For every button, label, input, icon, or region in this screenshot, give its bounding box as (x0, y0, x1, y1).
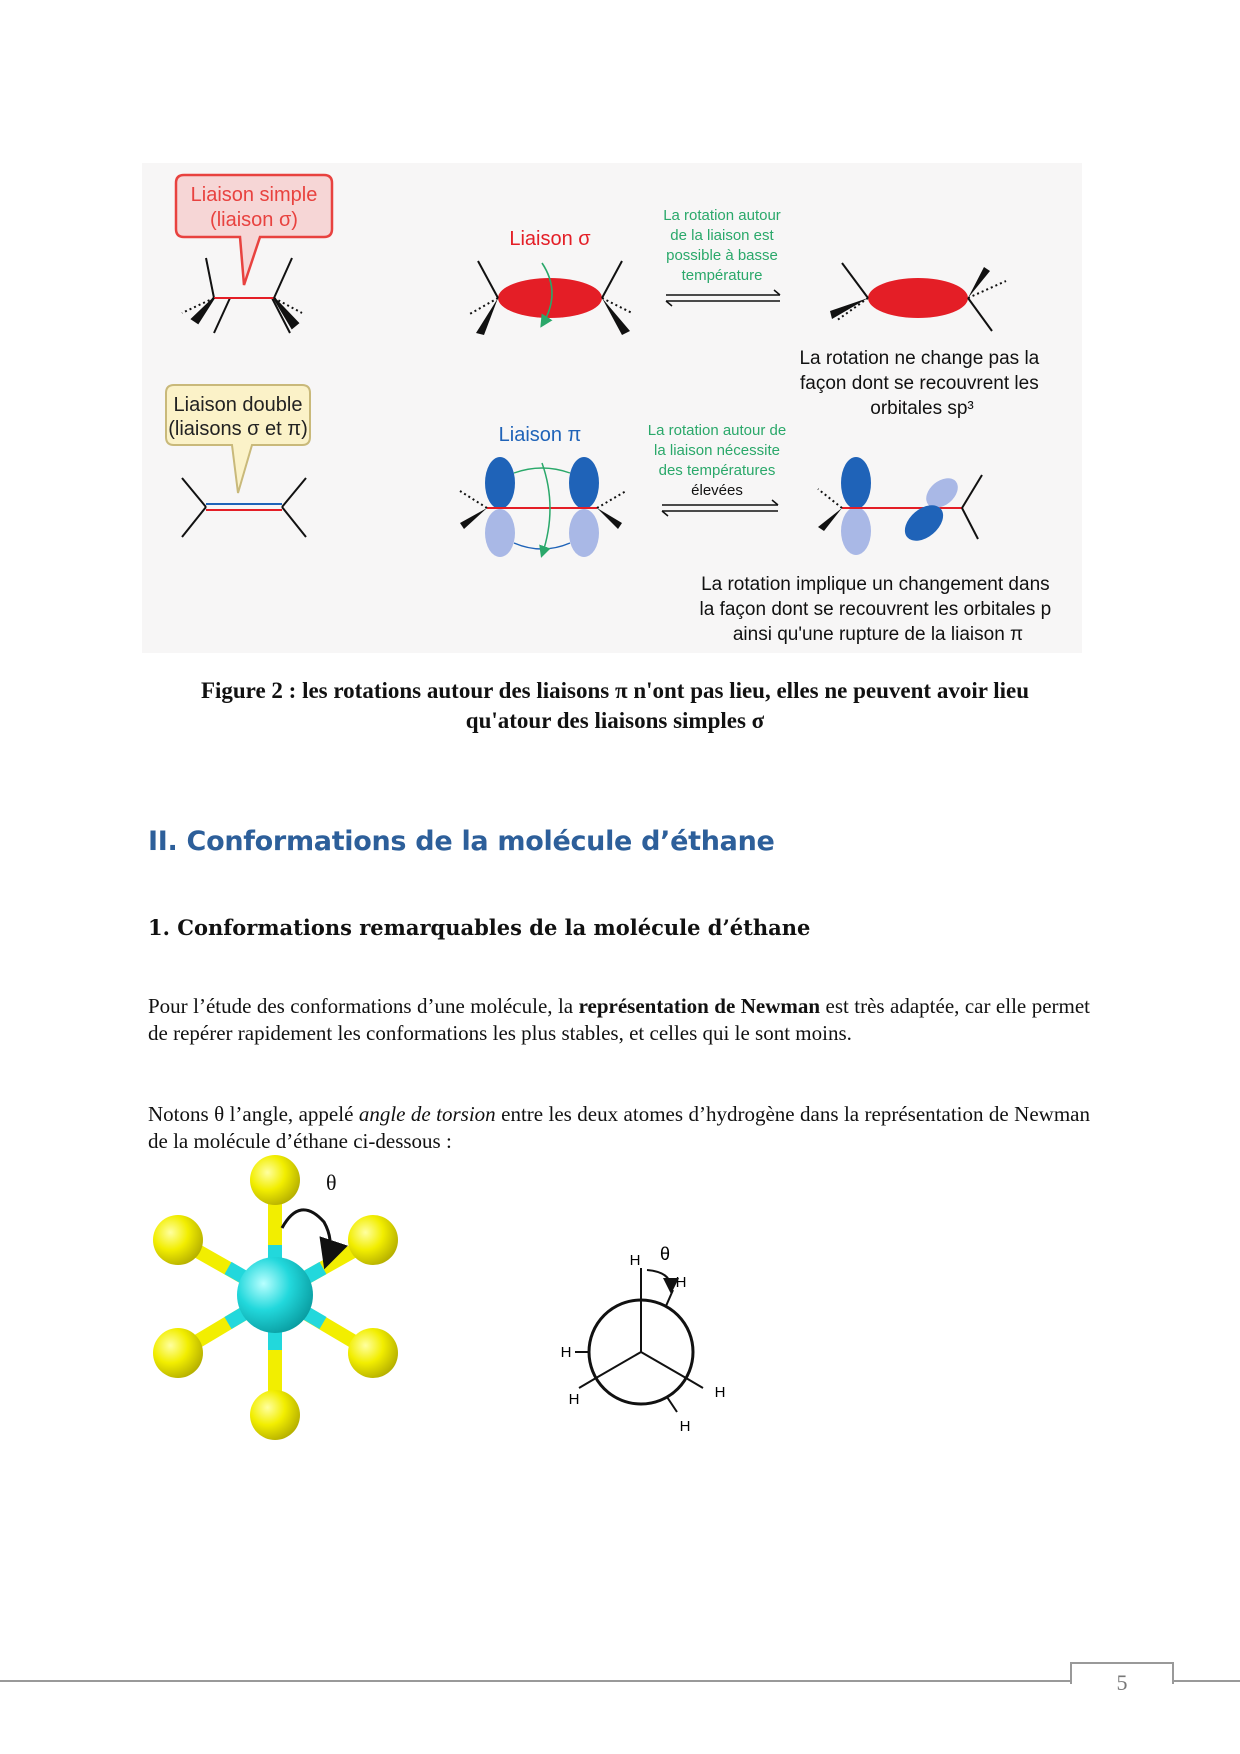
para2-before: Notons θ l’angle, appelé (148, 1102, 359, 1126)
para1-before: Pour l’étude des conformations d’une molécule, la (148, 994, 579, 1018)
double-bond-label-2: (liaisons σ et π) (168, 418, 308, 440)
sigma-result-line-1: La rotation ne change pas la (799, 348, 1040, 369)
hydrogen-atom-top (250, 1155, 300, 1205)
h-label-top: H (629, 1252, 641, 1269)
newman-projection (535, 1230, 755, 1450)
figure-caption (150, 676, 1080, 736)
sigma-label: Liaison σ (509, 228, 591, 250)
sigma-rot-line-3: possible à basse (666, 247, 778, 264)
sigma-rot-line-1: La rotation autour (663, 207, 781, 224)
hydrogen-atom-lower-right (348, 1328, 398, 1378)
single-bond-label-2: (liaison σ) (210, 209, 298, 231)
ethane-ball-model (148, 1150, 418, 1440)
h-label-right: H (714, 1384, 726, 1401)
para2-after: entre les deux atomes d’hydrogène dans la représentation de Newman de la molécule d’éthane ci-dessous : (148, 1102, 1090, 1153)
page-number: 5 (1116, 1670, 1128, 1695)
hydrogen-atom-bottom (250, 1390, 300, 1440)
pi-rot-line-4: élevées (691, 482, 743, 499)
h-label-left: H (560, 1344, 572, 1361)
page-number-box (1070, 1662, 1174, 1695)
single-bond-label-1: Liaison simple (190, 184, 318, 206)
h-label-lower-left: H (568, 1391, 580, 1408)
caption-line-1: Figure 2 : les rotations autour des liaisons π n'ont pas lieu, elles ne peuvent avoir lieu (200, 678, 1030, 703)
pi-result-line-3: ainsi qu'une rupture de la liaison π (732, 624, 1024, 645)
caption-line-2: qu'atour des liaisons simples σ (465, 708, 765, 733)
pi-rot-line-3: des températures (658, 462, 776, 479)
hydrogen-atom-upper-right (348, 1215, 398, 1265)
sigma-rot-line-4: température (681, 267, 763, 284)
carbon-atom (237, 1257, 313, 1333)
para1-after: est très adaptée, car elle permet de repérer rapidement les conformations les plus stables, et celles qui le sont moins. (148, 994, 1090, 1045)
paragraph-torsion (148, 1101, 1090, 1155)
footer-rule (0, 1680, 1240, 1682)
figure-2-bond-rotation (142, 163, 1082, 653)
subsection-title: 1. Conformations remarquables de la molécule d’éthane (148, 915, 811, 940)
para2-italic: angle de torsion (358, 1102, 496, 1126)
sigma-result-line-2: façon dont se recouvrent les (800, 373, 1039, 394)
hydrogen-atom-lower-left (153, 1328, 203, 1378)
sigma-rot-line-2: de la liaison est (670, 227, 774, 244)
paragraph-newman (148, 993, 1090, 1047)
pi-result-line-2: la façon dont se recouvrent les orbitales p (699, 599, 1052, 620)
pi-result-line-1: La rotation implique un changement dans (701, 574, 1050, 595)
hydrogen-atom-upper-left (153, 1215, 203, 1265)
double-bond-label-1: Liaison double (173, 394, 303, 416)
svg-text:La rotation implique un change (700, 574, 1057, 645)
theta-label-ball: θ (326, 1170, 337, 1195)
pi-rot-line-1: La rotation autour de (647, 422, 787, 439)
sigma-result-line-3: orbitales sp³ (870, 398, 974, 419)
h-label-top-right: H (675, 1274, 687, 1291)
para1-bold: représentation de Newman (578, 994, 821, 1018)
section-title: II. Conformations de la molécule d’éthane (148, 826, 775, 857)
pi-rot-line-2: la liaison nécessite (654, 442, 780, 459)
theta-label-newman: θ (659, 1244, 671, 1264)
h-label-lower-right: H (679, 1418, 691, 1435)
pi-label: Liaison π (498, 424, 582, 446)
